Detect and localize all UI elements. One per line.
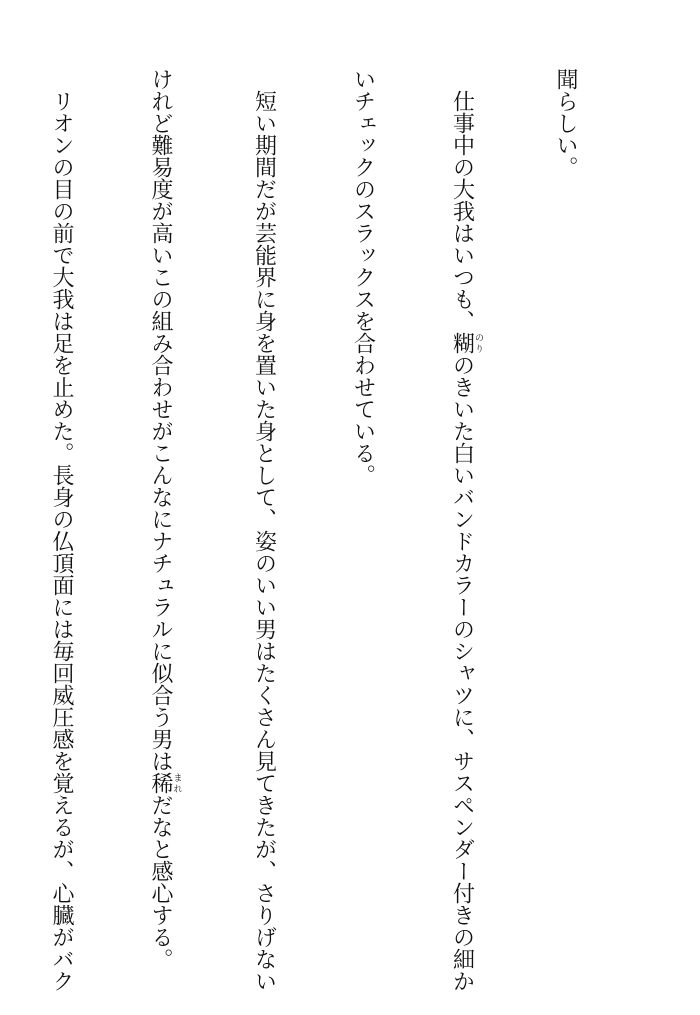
text-line: 短い期間だが芸能界に身を置いた身として、姿のいい男はたくさん見てきたが、さりげない bbox=[251, 68, 277, 992]
vertical-text-body bbox=[0, 68, 648, 992]
ruby-mare: 稀まれ bbox=[148, 772, 182, 794]
text-line: いチェックのスラックスを合わせている。 bbox=[350, 68, 376, 486]
text-line: 聞らしい。 bbox=[553, 68, 578, 178]
text-line: リオンの目の前で大我は足を止めた。長身の仏頂面には毎回威圧感を覚えるが、心臓がバク bbox=[49, 68, 74, 992]
ruby-nori: 糊のり bbox=[449, 332, 483, 354]
text-line: けれど難易度が高いこの組み合わせがこんなにナチュラルに似合う男は稀まれだなと感心する。 bbox=[148, 68, 182, 970]
text-line: 仕事中の大我はいつも、糊のりのきいた白いバンドカラーのシャツに、サスペンダー付きの細か bbox=[449, 68, 483, 992]
